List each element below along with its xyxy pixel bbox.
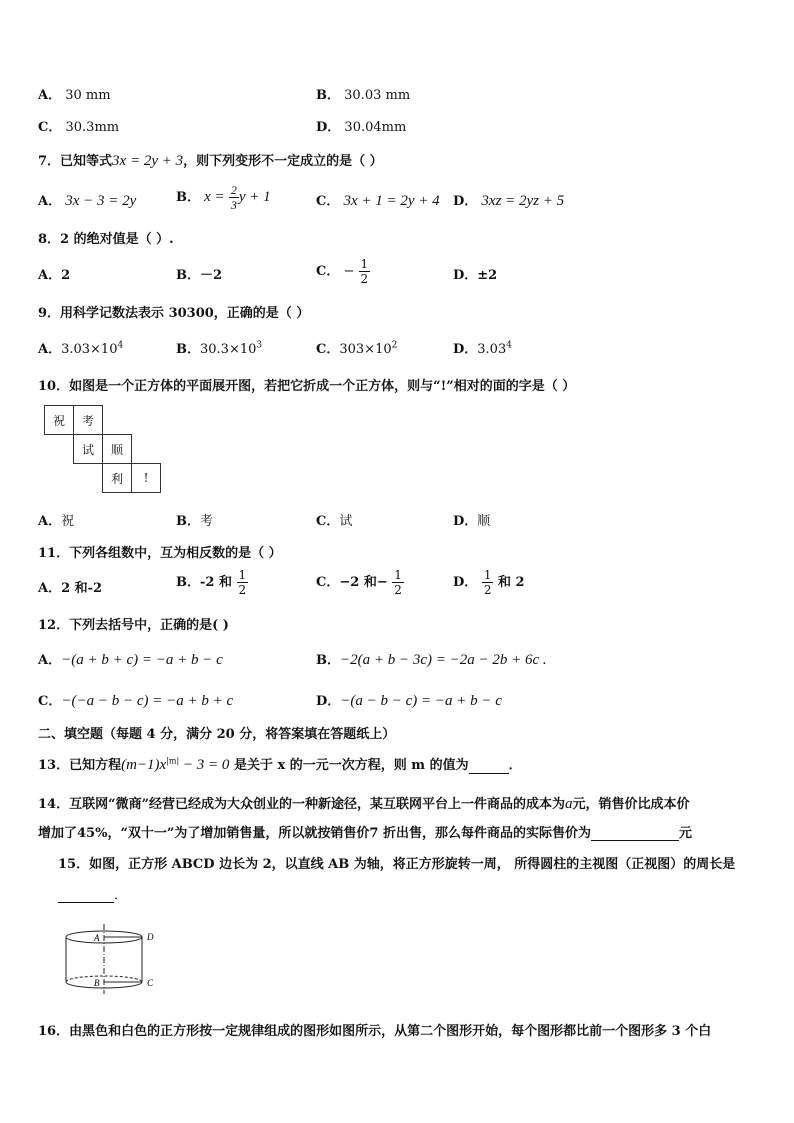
q13-before: 13．已知方程 [38,758,122,773]
q11-stem: 11．下列各组数中，互为相反数的是（ ） [38,546,282,561]
section-2-heading: 二、填空题（每题 4 分，满分 20 分，将答案填在答题纸上） [38,727,396,742]
q11-option-c-pre: −2 和− [339,575,388,590]
q13-equation: (m−1)x [121,757,167,773]
q15-answer-blank[interactable] [58,888,114,903]
q13-answer-blank[interactable] [469,759,509,774]
frac-denominator: 2 [238,583,247,597]
frac-numerator: 1 [483,568,492,582]
q7-option-b-post: y + 1 [238,189,271,205]
q12-stem: 12．下列去括号中，正确的是( ) [38,618,229,633]
q12-option-d: D．−(a − b − c) = −a + b − c [316,693,502,709]
q7-stem-after: ，则下列变形不一定成立的是（ ） [183,154,383,169]
frac-numerator: 1 [238,568,247,582]
net-cell-2: 考 [73,405,103,435]
q11-option-b: B．-2 和 $\frac{1}{2}$ [176,568,247,597]
frac-denominator: 2 [483,583,492,597]
q15-end: ． [114,888,128,903]
cube-net-figure [44,405,166,497]
q8-option-b-value: －2 [200,268,223,283]
q9-option-b-base: 30.3×10 [200,342,257,357]
q8-option-a-value: 2 [61,268,71,283]
q8-option-d-value: ±2 [477,268,498,283]
frac-numerator: 1 [394,568,402,582]
q7-stem [38,150,383,170]
q9-option-d: D．3.03$^4$ [453,340,512,357]
q12-option-c: C．−(−a − b − c) = −a + b + c [38,693,234,709]
q6-option-d: D． 30.04mm [316,120,407,135]
q7-option-d: D． 3xz = 2yz + 5 [453,193,565,209]
q11-option-b-fraction [237,568,249,597]
q9-option-b: B．$30.3\times 10^3$ [176,340,263,357]
q12-option-d-value: −(a − b − c) = −a + b − c [340,693,502,709]
q9-option-d-exp: 4 [506,340,512,351]
q11-option-b-pre: -2 和 [200,575,232,590]
q10-option-c: C．试 [316,514,353,529]
cylinder-figure [58,920,168,996]
q9-stem: 9．用科学记数法表示 30300，正确的是（ ） [38,306,310,321]
q13-end: ． [508,758,522,773]
q9-option-c-exp: 2 [391,340,398,351]
q11-option-d-post: 和 2 [497,575,525,590]
q10-option-b-value: 考 [200,514,214,529]
net-cell-6: ! [131,463,161,493]
q12-option-a-value: −(a + b + c) = −a + b − c [61,652,223,668]
q7-option-c-value: 3x + 1 = 2y + 4 [343,193,440,209]
frac-numerator: 2 [230,183,237,197]
q15-line-1: 15．如图，正方形 ABCD 边长为 2，以直线 AB 为轴，将正方形旋转一周， 所得圆柱的主视图（正视图）的周长是 [58,857,736,872]
q11-option-a-value: 2 和-2 [61,581,103,596]
q8-option-c: C． − $\frac{1}{2}$ [316,257,369,286]
q10-stem: 10．如图是一个正方体的平面展开图，若把它折成一个正方体，则与“!”相对的面的字是（ ） [38,379,576,394]
q14-line1-a: 14．互联网“微商”经营已经成为大众创业的一种新途径，某互联网平台上一件商品的成本为 [38,797,566,812]
q9-option-a-exp: 4 [117,340,124,351]
frac-denominator: 2 [360,272,369,286]
label-b: B [94,978,100,988]
q9-option-a-base: 3.03×10 [61,342,118,357]
q6-option-b: B． 30.03 mm [316,88,411,103]
frac-numerator: 1 [360,257,369,271]
q10-option-d: D．顺 [453,514,491,529]
q8-stem: 8．2 的绝对值是（ ）. [38,232,174,247]
q12-option-b: B．−2(a + b − 3c) = −2a − 2b + 6c . [316,652,547,668]
q7-option-b: B． x = $\frac{2}{3}$ y + 1 [176,183,271,212]
q8-option-c-fraction [359,257,371,286]
q6-option-c-value: 30.3mm [65,120,120,135]
net-cell-3: 试 [73,434,103,464]
q6-option-b-value: 30.03 mm [344,88,411,103]
q6-option-a-value: 30 mm [65,88,111,103]
q9-option-d-base: 3.03 [477,342,507,357]
q14-variable: a [565,796,573,812]
q14-line2-b: 元 [678,826,692,841]
q10-option-a-value: 祝 [61,514,75,529]
q16-line-1: 16．由黑色和白色的正方形按一定规律组成的图形如图所示，从第二个图形开始，每个图形都比前一个图形多 3 个白 [38,1024,712,1039]
q13-after: 是关于 x 的一元一次方程，则 m 的值为 [233,758,469,773]
label-d: D [147,932,154,942]
q11-option-c: C．−2 和− $\frac{1}{2}$ [316,568,402,597]
q8-option-d: D．±2 [453,268,498,283]
q9-option-c: C．$303\times 10^2$ [316,340,398,357]
q7-option-a-value: 3x − 3 = 2y [65,193,137,209]
q11-option-a: A．2 和-2 [38,581,103,596]
q9-option-c-base: 303×10 [339,342,392,357]
q14-line-1 [38,793,690,813]
q10-option-c-value: 试 [339,514,353,529]
q8-option-b: B．－2 [176,268,223,283]
q7-option-d-value: 3xz = 2yz + 5 [481,193,565,209]
q6-option-c: C． 30.3mm [38,120,120,135]
label-a: A [94,933,100,943]
q14-line-2 [38,822,692,841]
q7-equation: 3x = 2y + 3 [112,153,184,169]
q11-option-d: D． $\frac{1}{2}$ 和 2 [453,568,525,597]
label-c: C [147,978,154,988]
net-cell-1: 祝 [44,405,74,435]
q13-stem [38,754,522,774]
q14-line1-b: 元，销售价比成本价 [572,797,690,812]
q8-option-a: A．2 [38,268,71,283]
q9-option-b-exp: 3 [256,340,263,351]
q11-option-c-fraction [392,568,404,597]
q13-exponent: |m| [166,756,180,766]
q15-line-2 [58,884,127,903]
q13-equation-rest: − 3 = 0 [179,757,230,773]
q12-option-a: A．−(a + b + c) = −a + b − c [38,652,223,668]
q8-option-c-pre: − [343,264,355,279]
net-cell-4: 顺 [102,434,132,464]
q6-option-d-value: 30.04mm [344,120,407,135]
q12-option-c-value: −(−a − b − c) = −a + b + c [61,693,234,709]
q7-option-a: A． 3x − 3 = 2y [38,193,137,209]
q7-option-b-fraction [229,183,239,212]
q7-stem-before: 7．已知等式 [38,154,113,169]
q14-answer-blank[interactable] [591,826,679,841]
q9-option-a: A．$3.03\times 10^4$ [38,340,124,357]
q7-option-c: C． 3x + 1 = 2y + 4 [316,193,440,209]
frac-denominator: 2 [394,583,402,597]
frac-denominator: 3 [230,198,237,212]
q10-option-b: B．考 [176,514,214,529]
net-cell-5: 利 [102,463,132,493]
q10-option-d-value: 顺 [477,514,491,529]
q6-option-a: A． 30 mm [38,88,111,103]
q10-option-a: A．祝 [38,514,75,529]
q14-line2-a: 增加了45%，“双十一”为了增加销售量，所以就按销售价7 折出售，那么每件商品的实际售价为 [38,826,591,841]
q11-option-d-fraction [482,568,494,597]
q7-option-b-pre: x = [204,189,225,205]
q12-option-b-value: −2(a + b − 3c) = −2a − 2b + 6c . [340,652,547,668]
